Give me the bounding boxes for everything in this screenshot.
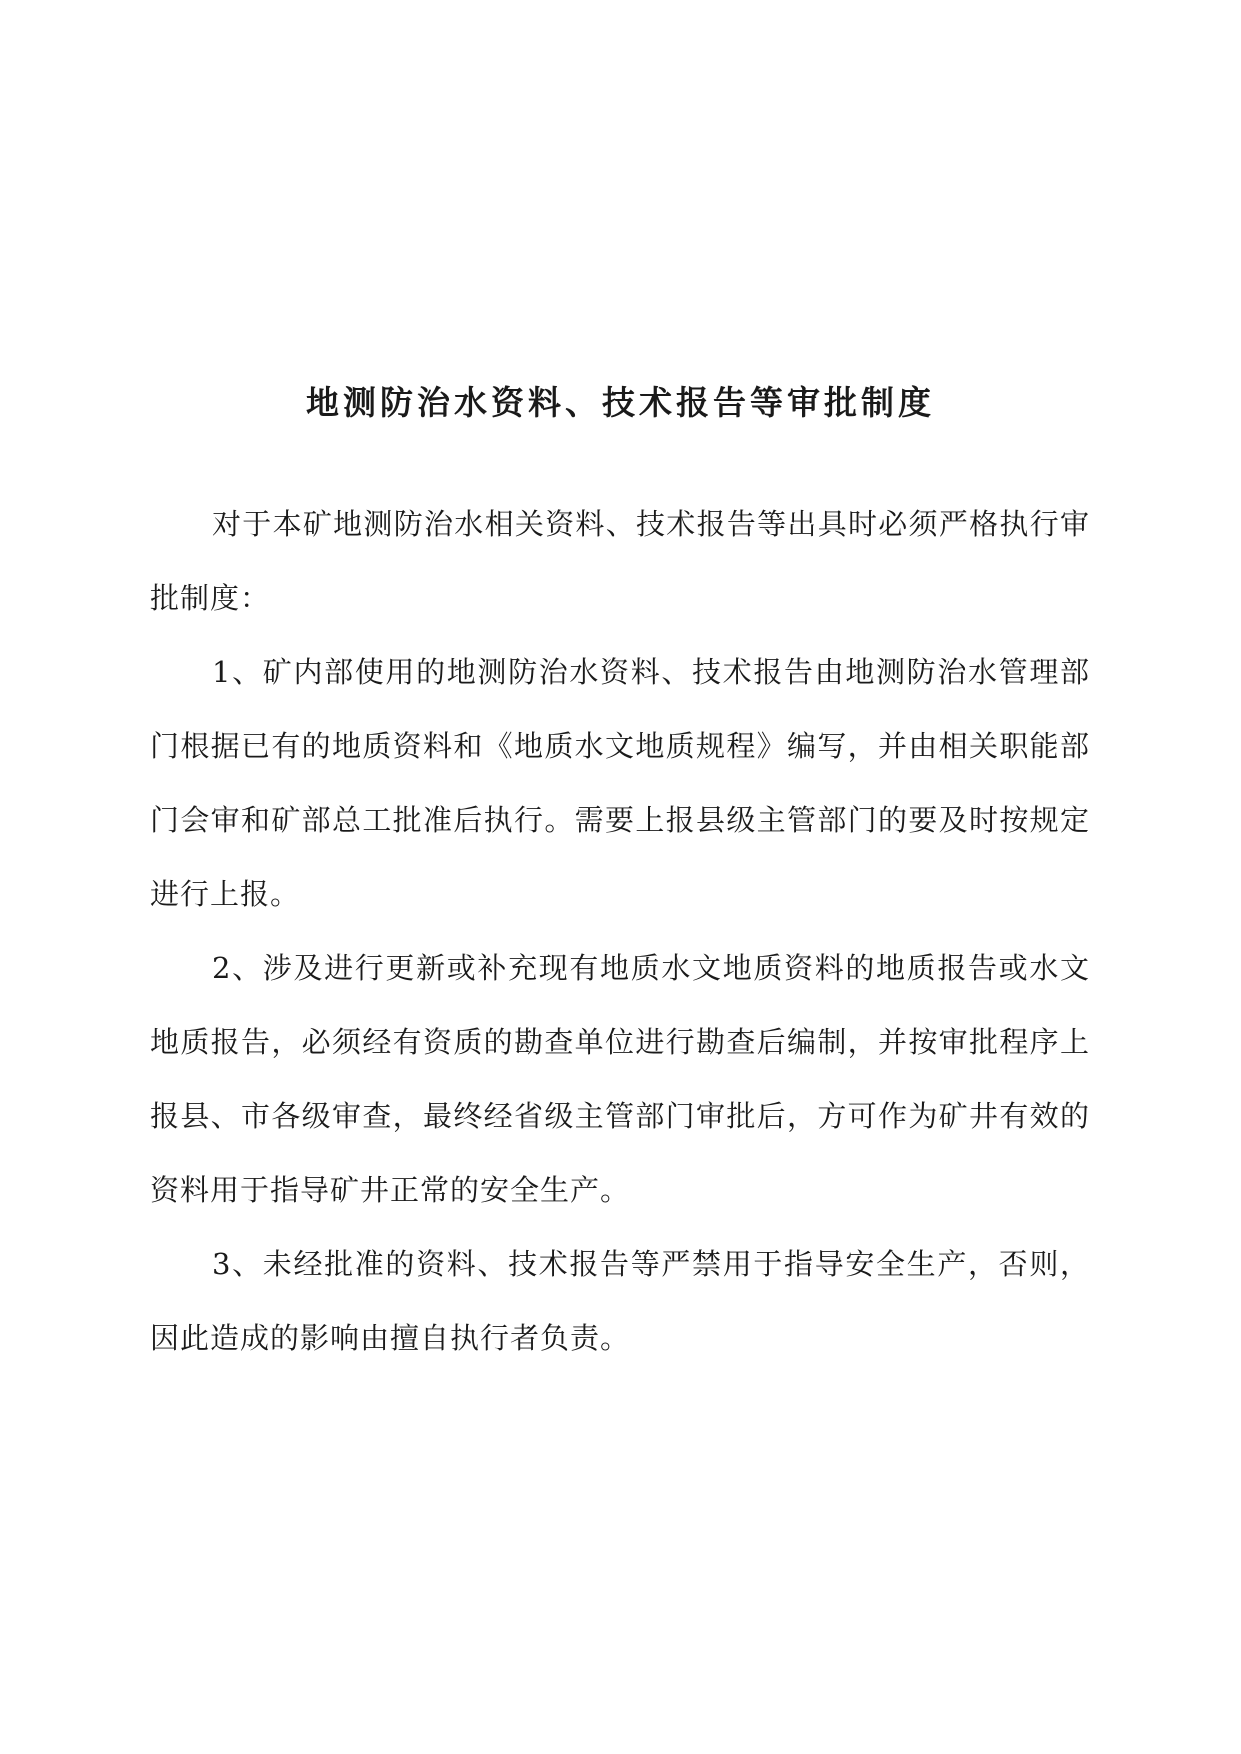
- list-item: 1、矿内部使用的地测防治水资料、技术报告由地测防治水管理部门根据已有的地质资料和《地质水文地质规程》编写，并由相关职能部门会审和矿部总工批准后执行。需要上报县级主管部门的要及时按规定进行上报。: [150, 655, 1090, 911]
- list-item: 2、涉及进行更新或补充现有地质水文地质资料的地质报告或水文地质报告，必须经有资质的勘查单位进行勘查后编制，并按审批程序上报县、市各级审查，最终经省级主管部门审批后，方可作为矿井有效的资料用于指导矿井正常的安全生产。: [150, 951, 1090, 1207]
- document-body: [150, 487, 1090, 1375]
- document-title: 地测防治水资料、技术报告等审批制度: [306, 383, 935, 422]
- intro-paragraph: 对于本矿地测防治水相关资料、技术报告等出具时必须严格执行审批制度：: [150, 507, 1090, 615]
- list-item: 3、未经批准的资料、技术报告等严禁用于指导安全生产，否则，因此造成的影响由擅自执行者负责。: [150, 1247, 1090, 1355]
